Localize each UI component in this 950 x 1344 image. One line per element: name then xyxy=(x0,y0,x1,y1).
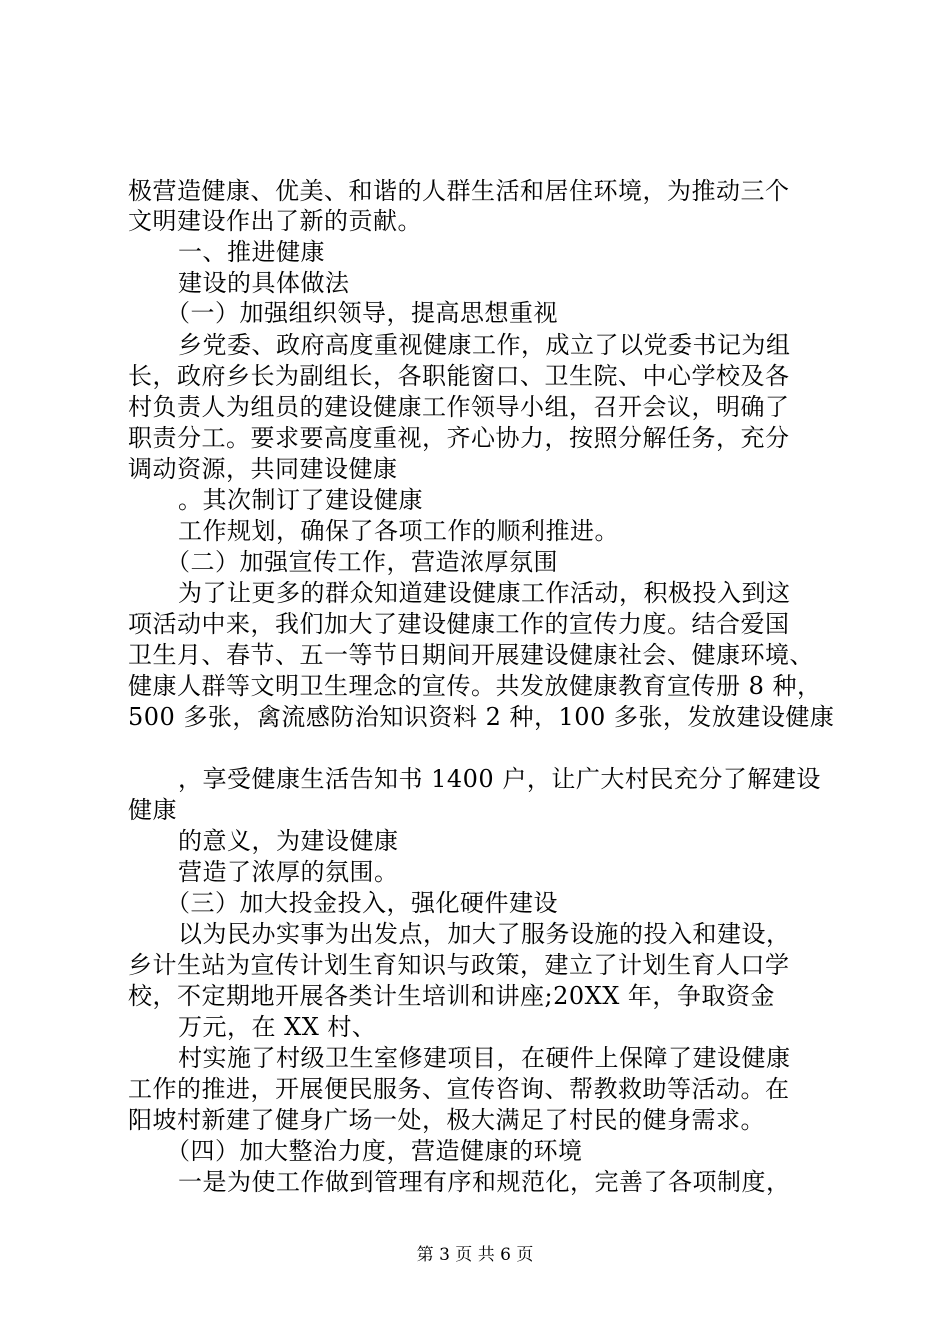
section-heading: 一、推进健康 xyxy=(178,238,325,266)
text-line: 建设的具体做法 xyxy=(178,269,350,297)
subsection-heading: （一）加强组织领导，提高思想重视 xyxy=(166,299,558,327)
text-line: ，享受健康生活告知书 1400 户，让广大村民充分了解建设 xyxy=(178,765,821,793)
text-line: 卫生月、春节、五一等节日期间开展建设健康社会、健康环境、 xyxy=(128,641,814,669)
text-line: 为了让更多的群众知道建设健康工作活动，积极投入到这 xyxy=(178,579,791,607)
text-line: 一是为使工作做到管理有序和规范化，完善了各项制度， xyxy=(178,1168,791,1196)
text-line: 文明建设作出了新的贡献。 xyxy=(128,207,422,235)
text-line: 校，不定期地开展各类计生培训和讲座;20XX 年，争取资金 xyxy=(128,982,775,1010)
text-line: 。其次制订了建设健康 xyxy=(178,486,423,514)
text-line: 健康人群等文明卫生理念的宣传。共发放健康教育宣传册 8 种， xyxy=(128,672,822,700)
subsection-heading: （四）加大整治力度，营造健康的环境 xyxy=(166,1137,583,1165)
text-line: 工作规划，确保了各项工作的顺利推进。 xyxy=(178,517,619,545)
text-line: 健康 xyxy=(128,796,177,824)
text-line: 职责分工。要求要高度重视，齐心协力，按照分解任务，充分 xyxy=(128,424,790,452)
text-line: 乡党委、政府高度重视健康工作，成立了以党委书记为组 xyxy=(178,331,791,359)
text-line: 营造了浓厚的氛围。 xyxy=(178,858,399,886)
text-line: 万元，在 XX 村、 xyxy=(178,1013,377,1041)
text-line: 项活动中来，我们加大了建设健康工作的宣传力度。结合爱国 xyxy=(128,610,790,638)
text-line: 工作的推进，开展便民服务、宣传咨询、帮教救助等活动。在 xyxy=(128,1075,790,1103)
text-line: 乡计生站为宣传计划生育知识与政策，建立了计划生育人口学 xyxy=(128,951,790,979)
text-line: 村实施了村级卫生室修建项目，在硬件上保障了建设健康 xyxy=(178,1044,791,1072)
text-line: 以为民办实事为出发点，加大了服务设施的投入和建设， xyxy=(178,920,791,948)
text-line: 调动资源，共同建设健康 xyxy=(128,455,398,483)
text-line: 500 多张，禽流感防治知识资料 2 种，100 多张，发放建设健康 xyxy=(128,703,835,731)
text-line: 的意义，为建设健康 xyxy=(178,827,399,855)
subsection-heading: （三）加大投金投入，强化硬件建设 xyxy=(166,889,558,917)
text-line: 阳坡村新建了健身广场一处，极大满足了村民的健身需求。 xyxy=(128,1106,765,1134)
text-line: 极营造健康、优美、和谐的人群生活和居住环境，为推动三个 xyxy=(128,177,790,205)
text-line: 村负责人为组员的建设健康工作领导小组，召开会议，明确了 xyxy=(128,393,790,421)
subsection-heading: （二）加强宣传工作，营造浓厚氛围 xyxy=(166,548,558,576)
page-footer: 第 3 页 共 6 页 xyxy=(416,1245,534,1265)
text-line: 长，政府乡长为副组长，各职能窗口、卫生院、中心学校及各 xyxy=(128,362,790,390)
